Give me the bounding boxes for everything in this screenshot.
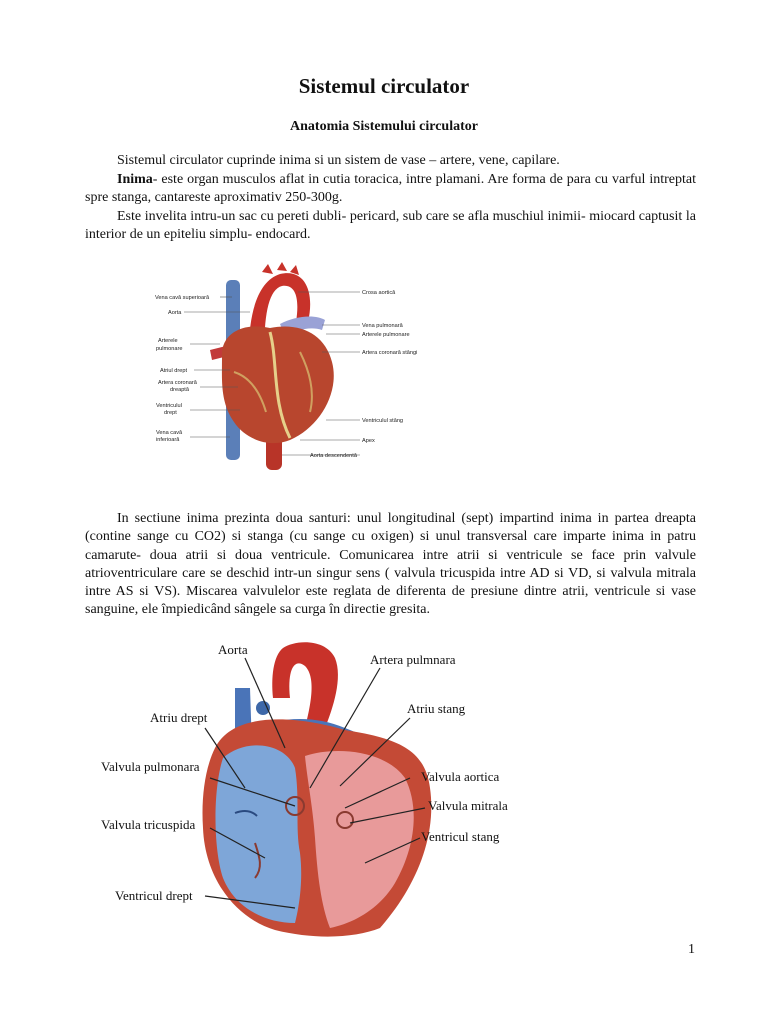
label-artera-cor-dr-1: Artera coronară bbox=[158, 380, 197, 386]
label-arterele-2: pulmonare bbox=[156, 346, 183, 352]
paragraph-pericard-text: Este invelita intru-un sac cu pereti dubli- pericard, sub care se afla muschiul inimii- miocard captusit la interior de un epiteliu simplu- endocard. bbox=[85, 209, 696, 243]
label-ventriculul-dr-1: Ventriculul bbox=[156, 403, 182, 409]
section-subtitle: Anatomia Sistemului circulator bbox=[290, 119, 478, 134]
label-ventriculul-stang: Ventriculul stâng bbox=[362, 418, 404, 424]
label-artera-cor-dr-2: dreaptă bbox=[170, 387, 189, 393]
label-atriu-drept: Atriu drept bbox=[150, 710, 208, 725]
paragraph-sectiune-text: In sectiune inima prezinta doua santuri: unul longitudinal (sept) impartind inima in partea dreapta (contine sange cu CO2) si stanga (cu sange cu oxigen) si unul transversal care imparte inima in patru camarute- doua atrii si doua ventricule. Comunicarea intre atrii si ventricule se face prin valvule atrioventriculare care se deschid intr-un singur sens ( valvula tricuspida intre AD si VD, si valvula mitrala intre AS si VS). Miscarea valvulelor este reglata de diferenta de presiune dintre atrii, ventricule si vase sanguine, ele împiedicând sângele sa curga în directie gresita. bbox=[85, 511, 696, 618]
paragraph-intro-text: Sistemul circulator cuprinde inima si un sistem de vase – artere, vene, capilare. bbox=[117, 153, 560, 168]
label-aorta-descendenta: Aorta descendentă bbox=[310, 453, 357, 459]
term-inima: Inima bbox=[117, 172, 153, 187]
page-number: 1 bbox=[688, 942, 695, 957]
label-ventricul-drept: Ventricul drept bbox=[115, 888, 193, 903]
label-aorta: Aorta bbox=[168, 310, 182, 316]
label-apex: Apex bbox=[362, 438, 375, 444]
paragraph-sectiune bbox=[85, 510, 696, 620]
label-vena-pulmonara: Vena pulmonară bbox=[362, 323, 403, 329]
heart-section-figure bbox=[95, 638, 525, 943]
label-crosa-aortica: Crosa aortică bbox=[362, 290, 396, 296]
page-title: Sistemul circulator bbox=[298, 74, 470, 98]
heart-external-figure bbox=[150, 262, 430, 472]
label-vena-cava-inf-1: Vena cavă bbox=[156, 430, 183, 436]
paragraph-intro bbox=[85, 152, 696, 170]
label-artera-cor-stg: Artera coronară stângi bbox=[362, 350, 418, 356]
label-vena-cava-inf-2: inferioară bbox=[156, 437, 180, 443]
label-valvula-mitrala: Valvula mitrala bbox=[428, 798, 508, 813]
label-arterele-1: Arterele bbox=[158, 338, 178, 344]
label-aorta-2: Aorta bbox=[218, 642, 248, 657]
label-artera-pulmonara: Artera pulmnara bbox=[370, 652, 456, 667]
label-atriul-drept: Atriul drept bbox=[160, 368, 188, 374]
paragraph-inima bbox=[85, 171, 696, 208]
label-valvula-aortica: Valvula aortica bbox=[421, 769, 500, 784]
label-arterele-pulmonare: Arterele pulmonare bbox=[362, 332, 410, 338]
label-valvula-tricuspida: Valvula tricuspida bbox=[101, 817, 196, 832]
paragraph-inima-text: - este organ musculos aflat in cutia toracica, intre plamani. Are forma de para cu varful intreptat spre stanga, cantareste aproximativ 250-300g. bbox=[85, 172, 696, 206]
label-ventricul-stang: Ventricul stang bbox=[421, 829, 500, 844]
label-ventriculul-dr-2: drept bbox=[164, 410, 177, 416]
label-vena-cava-sup: Vena cavă superioară bbox=[155, 295, 210, 301]
paragraph-pericard bbox=[85, 208, 696, 245]
label-atriu-stang: Atriu stang bbox=[407, 701, 466, 716]
label-valvula-pulmonara: Valvula pulmonara bbox=[101, 759, 200, 774]
